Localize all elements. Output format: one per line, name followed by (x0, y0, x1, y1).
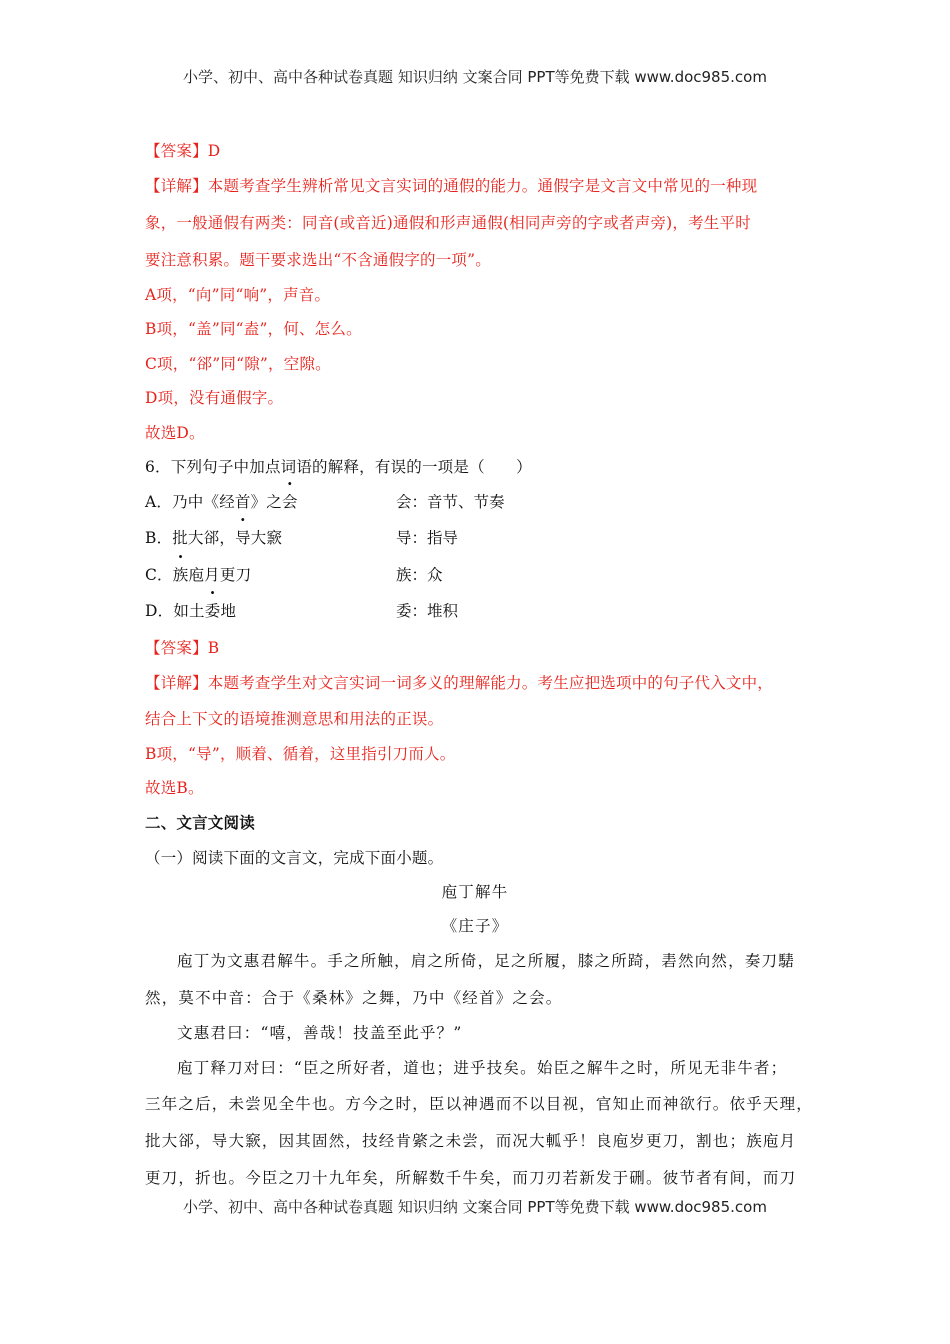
q5-item-b: B项，“盖”同“盍”，何、怎么。 (145, 320, 362, 338)
q6-detail-line-2: 结合上下文的语境推测意思和用法的正误。 (145, 710, 444, 728)
passage-line-2: 然，莫不中音：合于《桑林》之舞，乃中《经首》之会。 (145, 989, 563, 1007)
section-intro: （一）阅读下面的文言文，完成下面小题。 (145, 849, 444, 867)
section-heading: 二、文言文阅读 (145, 814, 255, 832)
passage-author: 《庄子》 (441, 917, 509, 935)
q5-detail-line-2: 象，一般通假有两类：同音(或音近)通假和形声通假(相同声旁的字或者声旁)，考生平时 (145, 214, 751, 232)
passage-line-6: 批大郤，导大窾，因其固然，技经肯綮之未尝，而况大軱乎！良庖岁更刀，割也；族庖月 (145, 1132, 797, 1150)
dotted-word: 导 (235, 529, 251, 547)
q5-conclusion: 故选D。 (145, 424, 205, 442)
q6-option-a (145, 490, 298, 512)
option-text-pre: B．批大郤， (145, 529, 236, 547)
page-header: 小学、初中、高中各种试卷真题 知识归纳 文案合同 PPT等免费下载 www.doc985.com (183, 68, 767, 86)
q6-option-c (145, 563, 251, 585)
q6-option-d (145, 599, 236, 621)
page-footer: 小学、初中、高中各种试卷真题 知识归纳 文案合同 PPT等免费下载 www.doc985.com (183, 1198, 767, 1216)
passage-line-1: 庖丁为文惠君解牛。手之所触，肩之所倚，足之所履，膝之所踦，砉然向然，奏刀騞 (177, 952, 795, 970)
q6-option-a-explain: 会：音节、节奏 (396, 493, 505, 511)
q6-option-b-explain: 导：指导 (396, 529, 459, 547)
passage-line-4: 庖丁释刀对曰：“臣之所好者，道也；进乎技矣。始臣之解牛之时，所见无非牛者； (177, 1059, 788, 1077)
q5-item-d: D项，没有通假字。 (145, 389, 284, 407)
q5-item-a: A项，“向”同“响”，声音。 (145, 286, 331, 304)
option-text-pre: A．乃中《经首》之 (145, 493, 282, 511)
q6-stem: 6．下列句子中加点词语的解释，有误的一项是（ ） (145, 458, 532, 476)
option-text-post: 大窾 (250, 529, 283, 547)
q6-option-c-explain: 族：众 (396, 566, 443, 584)
q6-conclusion: 故选B。 (145, 779, 204, 797)
q5-answer: 【答案】D (145, 142, 221, 160)
passage-line-5: 三年之后，未尝见全牛也。方今之时，臣以神遇而不以目视，官知止而神欲行。依乎天理， (145, 1095, 814, 1113)
passage-line-3: 文惠君曰：“嘻，善哉！技盖至此乎？” (177, 1024, 463, 1042)
passage-line-7: 更刀，折也。今臣之刀十九年矣，所解数千牛矣，而刀刃若新发于硎。彼节者有间，而刀 (145, 1169, 797, 1187)
dotted-word: 委 (204, 602, 221, 620)
option-text-post: 庖月更刀 (188, 566, 252, 584)
option-text-pre: C． (145, 566, 173, 584)
option-text-post: 地 (220, 602, 237, 620)
dotted-word: 族 (172, 566, 189, 584)
option-text-pre: D．如土 (145, 602, 205, 620)
dotted-word: 会 (282, 493, 298, 511)
passage-title: 庖丁解牛 (441, 883, 509, 901)
q6-item-b: B项，“导”，顺着、循着，这里指引刀而人。 (145, 745, 456, 763)
q6-answer: 【答案】B (145, 639, 220, 657)
q6-option-b (145, 526, 282, 548)
q6-option-d-explain: 委：堆积 (396, 602, 459, 620)
q5-detail-line-1: 【详解】本题考查学生辨析常见文言实词的通假的能力。通假字是文言文中常见的一种现 (145, 177, 758, 195)
q5-detail-line-3: 要注意积累。题干要求选出“不含通假字的一项”。 (145, 251, 491, 269)
q5-item-c: C项，“郤”同“隙”，空隙。 (145, 355, 331, 373)
q6-detail-line-1: 【详解】本题考查学生对文言实词一词多义的理解能力。考生应把选项中的句子代入文中， (145, 674, 774, 692)
